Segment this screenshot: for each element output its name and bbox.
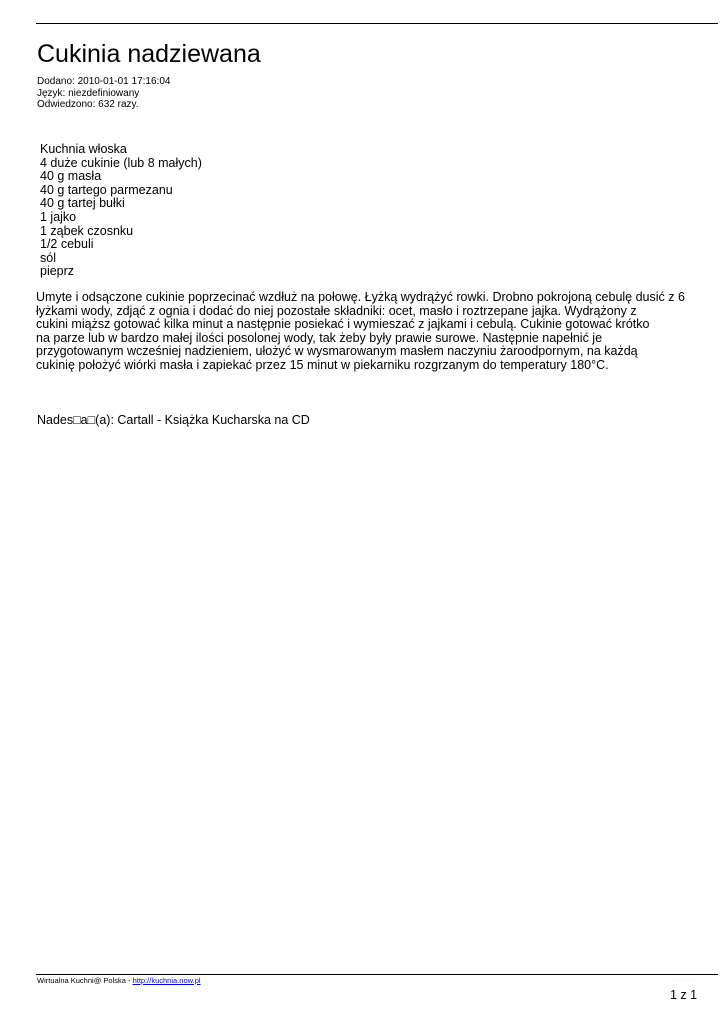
sender-line: Nades□a□(a): Cartall - Książka Kucharska na CD [37, 413, 310, 427]
ingredient-line: 1 jajko [40, 209, 77, 224]
instruction-line: Umyte i odsączone cukinie poprzecinać wzdłuż na połowę. Łyżką wydrążyć rowki. Drobno pokrojoną cebulę dusić z 6 [36, 290, 685, 304]
header-rule [36, 23, 718, 24]
site-label: Wirtualna Kuchni@ Polska - [37, 976, 133, 985]
ingredient-line: pieprz [40, 264, 75, 279]
tiny-footer-mark: ······························· [669, 977, 700, 981]
ingredient-line: 40 g tartego parmezanu [40, 182, 173, 197]
instruction-line: cukini miąższ gotować kilka minut a następnie posiekać i wymieszać z jajkami i cebulą. Cukinie gotować krótko [36, 317, 650, 332]
instruction-line: cukinię położyć wiórki masła i zapiekać przez 15 minut w piekarniku rozgrzanym do temperatury 180°C. [36, 357, 609, 372]
instruction-line: na parze lub w bardzo małej ilości posolonej wody, tak żeby były prawie surowe. Następnie napełnić je [36, 330, 603, 345]
ingredient-line: 1/2 cebuli [40, 237, 94, 252]
recipe-meta [37, 76, 170, 111]
footer [37, 976, 201, 985]
ingredient-line: 1 ząbek czosnku [40, 223, 134, 238]
instructions-paragraph [36, 291, 716, 373]
added-date: Dodano: 2010-01-01 17:16:04 [37, 76, 171, 87]
ingredient-line: 40 g masła [40, 169, 102, 184]
ingredients-list [40, 143, 202, 279]
language: Język: niezdefiniowany [37, 87, 140, 99]
footer-rule [36, 974, 718, 975]
instruction-line: przygotowanym wcześniej nadzieniem, ułożyć w wysmarowanym masłem naczyniu żaroodpornym, na każdą [36, 344, 638, 359]
instruction-line: łyżkami wody, zdjąć z ognia i dodać do niej pozostałe składniki: ocet, masło i roztrzepane jajka. Wydrążony z [36, 303, 637, 318]
page-number: 1 z 1 [670, 988, 698, 1002]
ingredient-line: 4 duże cukinie (lub 8 małych) [40, 155, 202, 170]
ingredient-line: sól [40, 250, 56, 265]
site-link[interactable]: http://kuchnia.now.pl [132, 976, 201, 985]
recipe-title: Cukinia nadziewana [37, 40, 261, 68]
ingredient-line: Kuchnia włoska [40, 142, 127, 156]
visit-count: Odwiedzono: 632 razy. [37, 99, 139, 110]
ingredient-line: 40 g tartej bułki [40, 196, 125, 211]
